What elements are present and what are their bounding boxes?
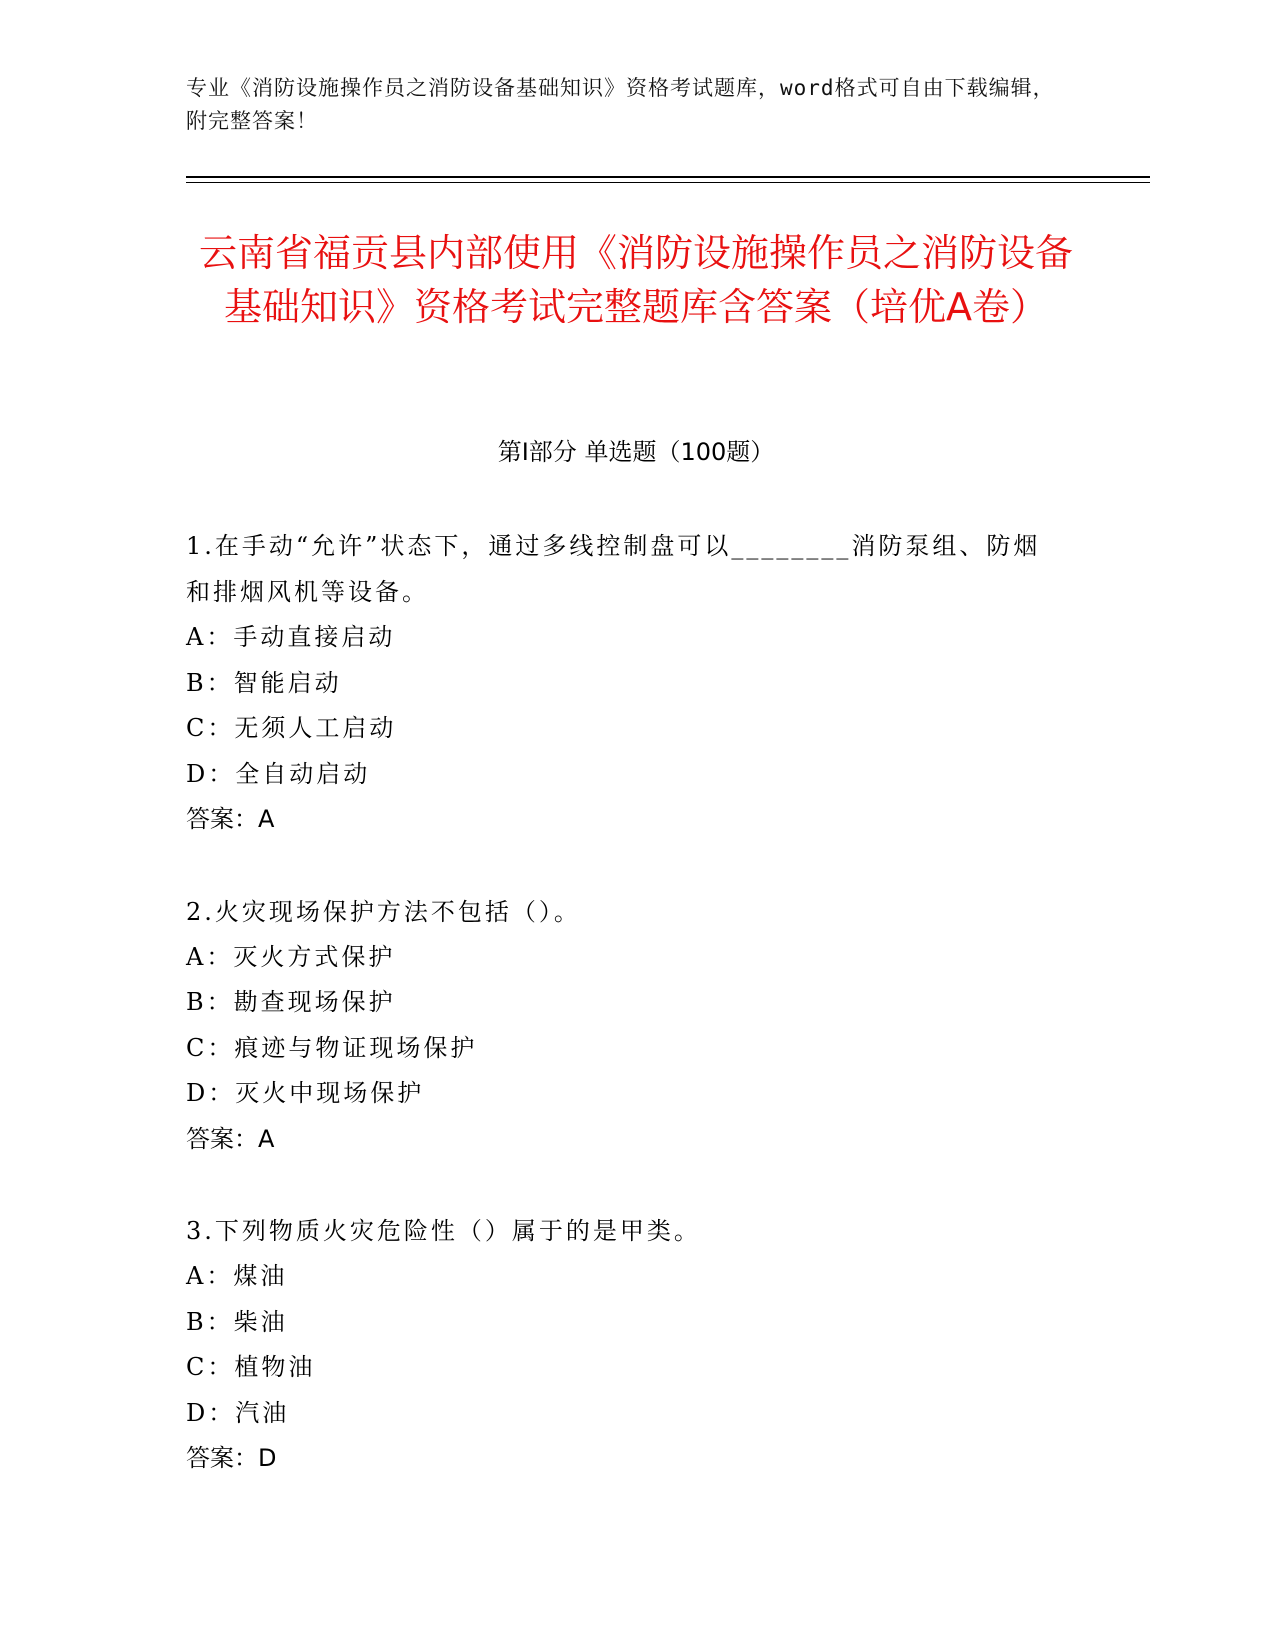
answer-line: 答案：D	[186, 1444, 277, 1472]
question-list	[186, 523, 1066, 1528]
option-a: A：灭火方式保护	[186, 942, 396, 971]
option-d: D：汽油	[186, 1398, 290, 1427]
header-note: 专业《消防设施操作员之消防设备基础知识》资格考试题库，word格式可自由下载编辑，附完整答案！	[186, 76, 1055, 133]
document-title: 云南省福贡县内部使用《消防设施操作员之消防设备基础知识》资格考试完整题库含答案（培优A卷）	[198, 231, 1073, 329]
option-b: B：勘查现场保护	[186, 988, 396, 1016]
option-a: A：手动直接启动	[186, 623, 396, 651]
question-item	[186, 889, 1066, 1163]
option-c: C：无须人工启动	[186, 714, 397, 742]
option-b: B：柴油	[186, 1307, 288, 1336]
option-b: B：智能启动	[186, 668, 342, 697]
header-divider-thin	[186, 182, 1150, 183]
option-c: C：植物油	[186, 1353, 316, 1381]
option-c: C：痕迹与物证现场保护	[186, 1033, 478, 1062]
question-stem: 1.在手动“允许”状态下，通过多线控制盘可以________消防泵组、防烟和排烟风机等设备。	[186, 532, 1041, 606]
question-stem: 2.火灾现场保护方法不包括（）。	[186, 897, 581, 926]
header-divider	[186, 176, 1150, 178]
option-d: D：全自动启动	[186, 759, 371, 788]
answer-line: 答案：A	[186, 805, 275, 833]
option-a: A：煤油	[186, 1262, 288, 1290]
option-d: D：灭火中现场保护	[186, 1079, 425, 1107]
section-heading: 第I部分 单选题（100题）	[497, 438, 775, 466]
question-item	[186, 523, 1066, 843]
question-stem: 3.下列物质火灾危险性（）属于的是甲类。	[186, 1217, 701, 1245]
answer-line: 答案：A	[186, 1124, 275, 1153]
question-item	[186, 1208, 1066, 1482]
